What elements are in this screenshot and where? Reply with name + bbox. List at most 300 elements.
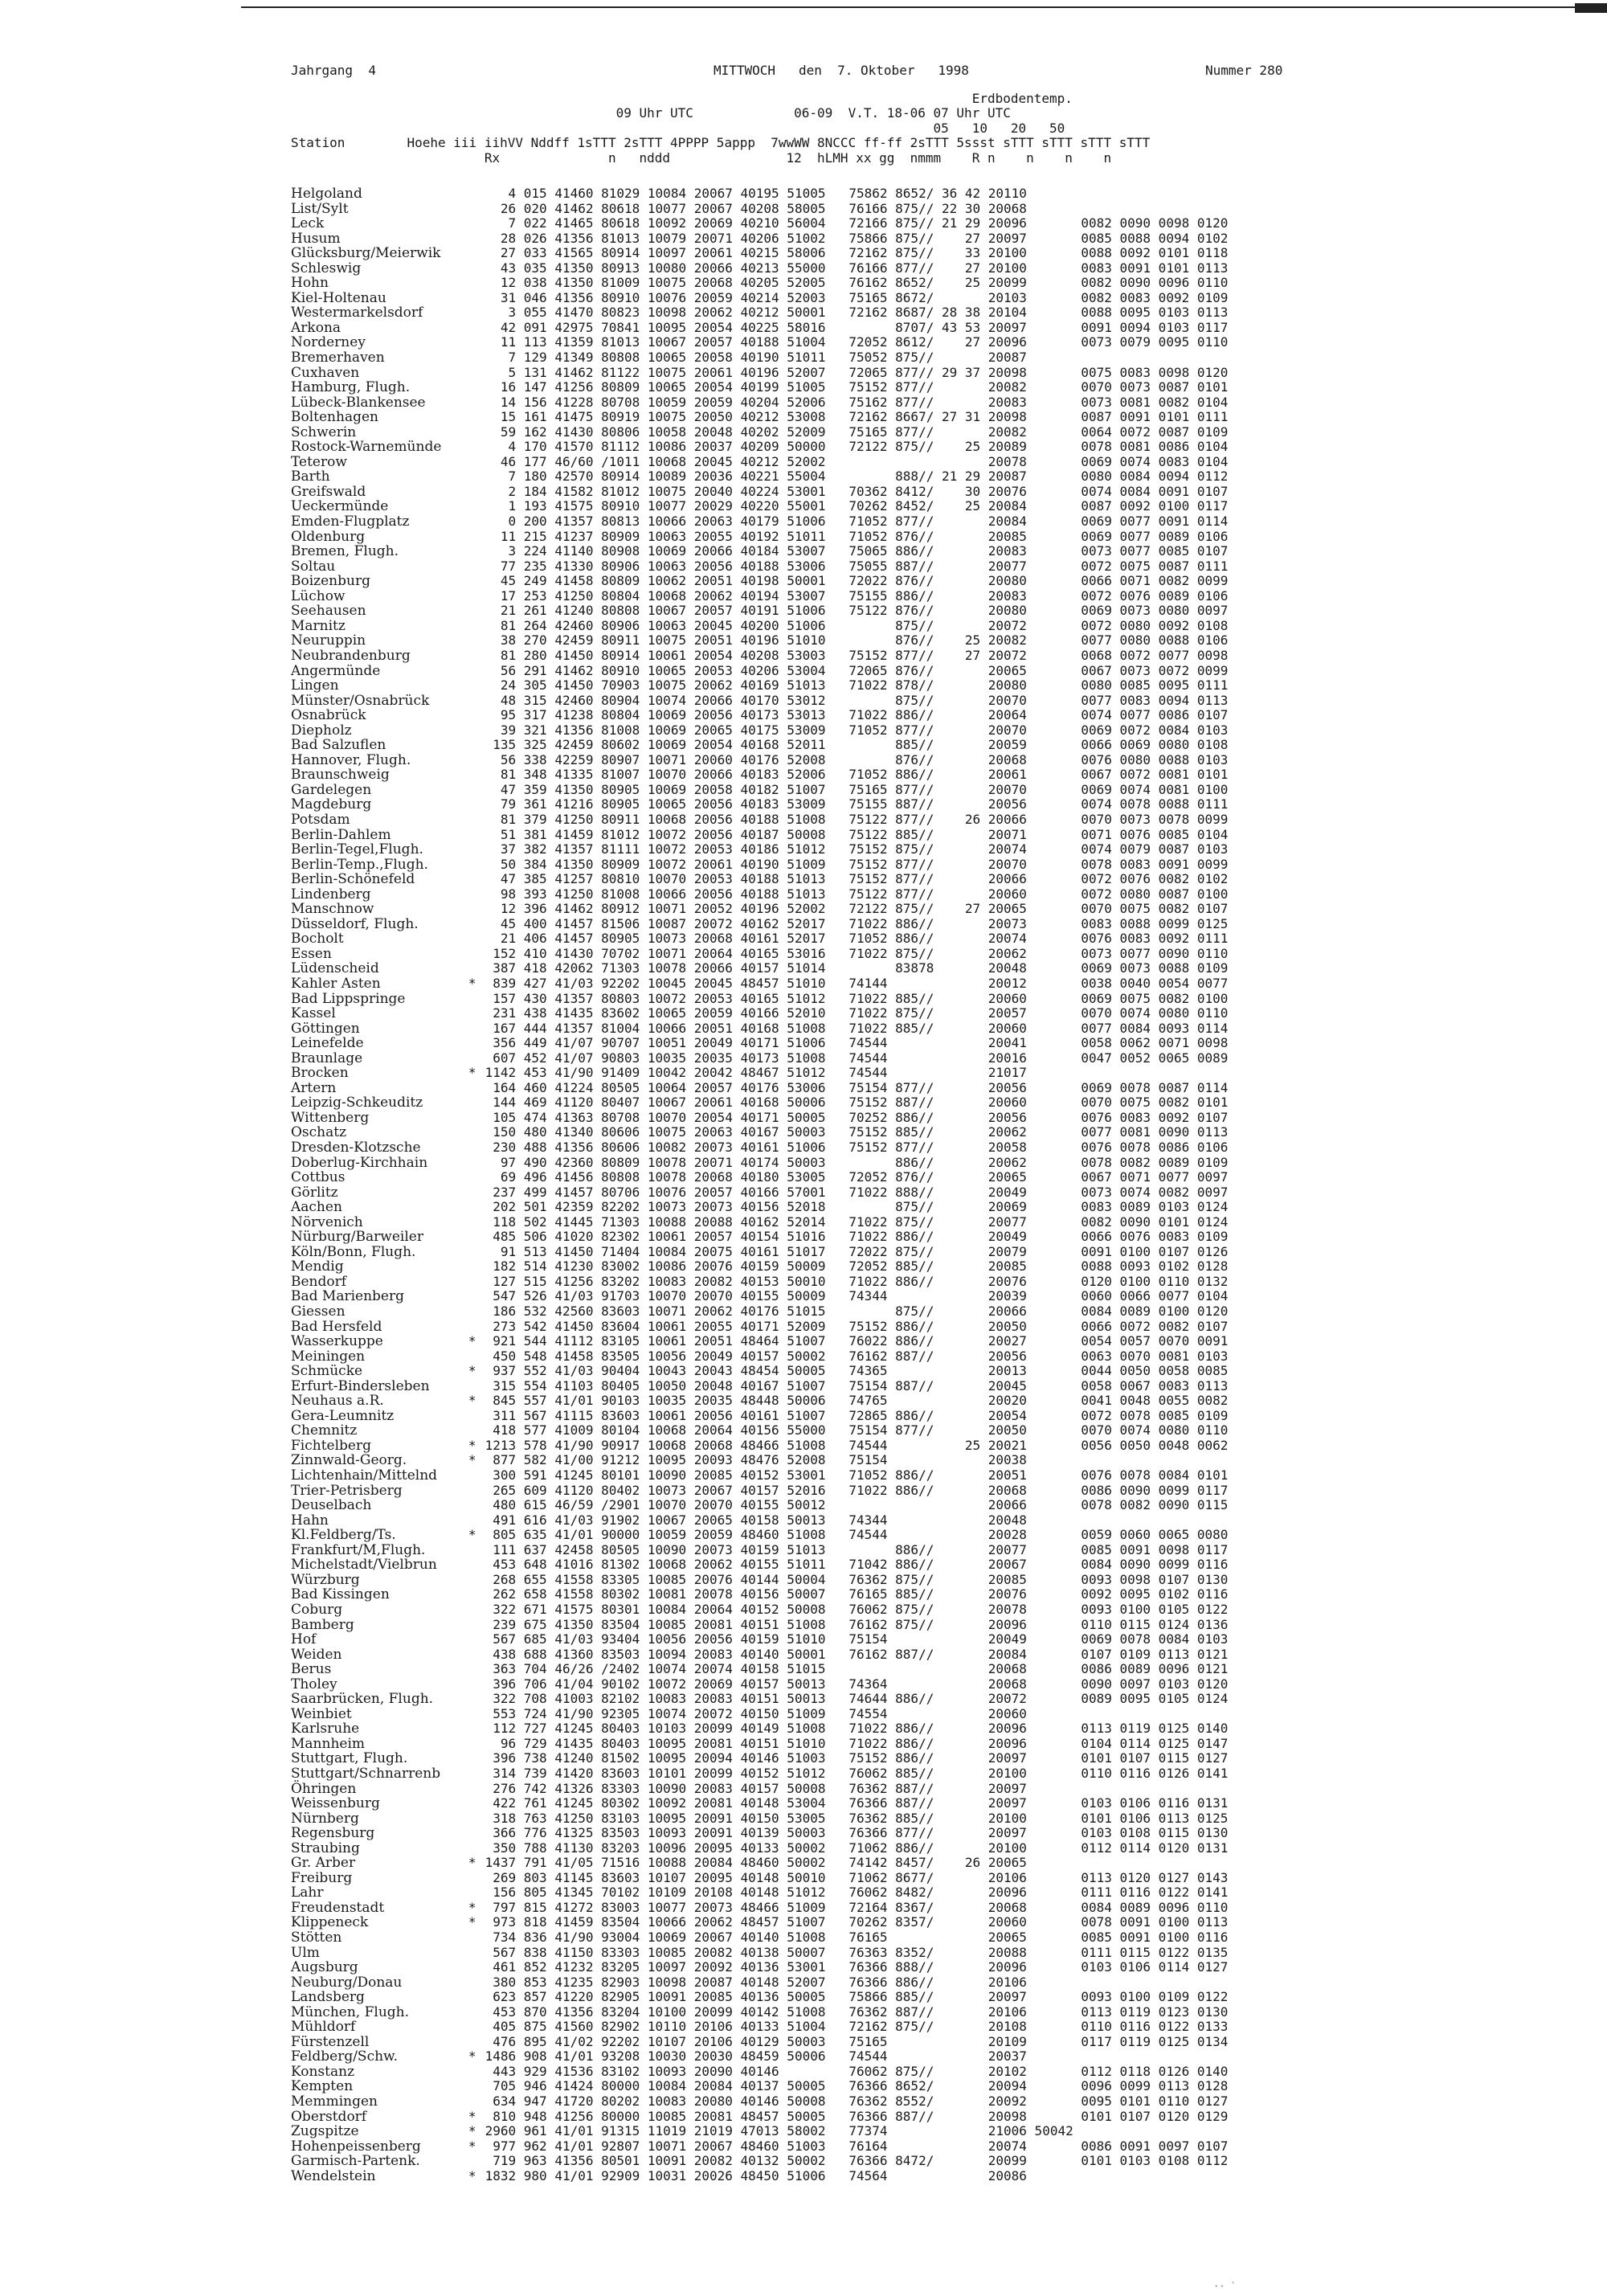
mountain-station-marker (460, 1557, 485, 1573)
mountain-station-marker (460, 1200, 485, 1215)
observation-values: 81 264 42460 80906 10063 20045 40200 51006 875// 20072 0072 0080 0092 0108 (485, 617, 1229, 633)
observation-values: 39 321 41356 81008 10069 20065 40175 53009 71052 877// 20070 0069 0072 0084 0103 (485, 722, 1229, 738)
station-name: Wasserkuppe (291, 1333, 383, 1350)
mountain-station-marker (460, 291, 485, 306)
table-row (291, 366, 1607, 381)
station-name: Hahn (291, 1512, 329, 1529)
mountain-station-marker (460, 1543, 485, 1558)
mountain-station-marker (460, 2079, 485, 2094)
mountain-station-marker (460, 1946, 485, 1961)
mountain-station-marker (460, 902, 485, 917)
station-name: Münster/Osnabrück (291, 692, 430, 709)
station-name: Berlin-Dahlem (291, 826, 391, 843)
station-name: Lindenberg (291, 886, 371, 902)
table-row (291, 723, 1607, 739)
mountain-station-marker (460, 1513, 485, 1529)
table-row (291, 1051, 1607, 1066)
table-row (291, 2169, 1607, 2184)
station-name: Potsdam (291, 811, 350, 828)
station-name: Zugspitze (291, 2123, 359, 2140)
observation-values: 734 836 41/90 93004 10069 20067 40140 51008 76165 20065 0085 0091 0100 0116 (485, 1929, 1229, 1945)
mountain-station-marker (460, 350, 485, 366)
table-row (291, 828, 1607, 843)
station-name: Weiden (291, 1646, 342, 1663)
station-name: Hohn (291, 275, 329, 292)
table-row (291, 1692, 1607, 1707)
station-name: Berlin-Schönefeld (291, 871, 415, 888)
station-name: Oberstdorf (291, 2108, 367, 2125)
observation-values: 380 853 41235 82903 10098 20087 40148 52007 76366 886// 20106 (485, 1974, 1027, 1990)
table-row (291, 992, 1607, 1007)
table-row (291, 633, 1607, 649)
table-row (291, 1737, 1607, 1752)
mountain-station-marker: * (468, 1393, 476, 1409)
station-name: Bamberg (291, 1616, 354, 1633)
mountain-station-marker (460, 2065, 485, 2080)
mountain-station-marker (460, 455, 485, 470)
table-row (291, 1946, 1607, 1961)
station-name: Saarbrücken, Flugh. (291, 1691, 434, 1708)
table-row (291, 425, 1607, 440)
mountain-station-marker (460, 2035, 485, 2050)
table-row (291, 261, 1607, 276)
mountain-station-marker (460, 499, 485, 514)
mountain-station-marker (460, 887, 485, 902)
table-row (291, 753, 1607, 768)
observation-values: 50 384 41350 80909 10072 20061 40190 51009 75152 877// 20070 0078 0083 0091 0099 (485, 856, 1229, 872)
table-row (291, 574, 1607, 589)
station-name: Artern (291, 1079, 337, 1096)
station-name: Essen (291, 945, 332, 962)
observation-values: 366 776 41325 83503 10093 20091 40139 50003 76366 877// 20097 0103 0108 0115 0130 (485, 1825, 1229, 1841)
station-name: Neubrandenburg (291, 647, 411, 664)
station-name: Aachen (291, 1199, 342, 1216)
page-top-rule (241, 6, 1607, 8)
station-name: Weinbiet (291, 1705, 352, 1722)
table-row (291, 321, 1607, 336)
table-row (291, 1484, 1607, 1499)
table-row (291, 1885, 1607, 1901)
table-row (291, 1766, 1607, 1782)
station-name: Stötten (291, 1929, 342, 1946)
observation-values: 16 147 41256 80809 10065 20054 40199 51005 75152 877// 20082 0070 0073 0087 0101 (485, 379, 1229, 395)
observation-values: 156 805 41345 70102 10109 20108 40148 51012 76062 8482/ 20096 0111 0116 0122 0141 (485, 1885, 1229, 1901)
observation-values: 396 706 41/04 90102 10072 20069 40157 50013 74364 20068 0090 0097 0103 0120 (485, 1676, 1229, 1692)
station-name: Bendorf (291, 1273, 347, 1290)
mountain-station-marker (460, 1111, 485, 1126)
station-name: Kiel-Holtenau (291, 289, 386, 306)
table-row (291, 1066, 1607, 1081)
observation-values: 14 156 41228 80708 10059 20059 40204 52006 75162 877// 20083 0073 0081 0082 0104 (485, 394, 1229, 410)
table-row (291, 291, 1607, 306)
mountain-station-marker: * (468, 1527, 476, 1543)
observation-values: 24 305 41450 70903 10075 20062 40169 51013 71022 878// 20080 0080 0085 0095 0111 (485, 677, 1229, 694)
table-row (291, 1841, 1607, 1856)
observation-values: 450 548 41458 83505 10056 20049 40157 50002 76162 887// 20056 0063 0070 0081 0103 (485, 1348, 1229, 1364)
mountain-station-marker (460, 589, 485, 604)
station-name: Ulm (291, 1944, 320, 1961)
observation-values: 118 502 41445 71303 10088 20088 40162 52014 71022 875// 20077 0082 0090 0101 0124 (485, 1213, 1229, 1230)
table-row (291, 559, 1607, 575)
observation-values: 634 947 41720 80202 10083 20080 40146 50008 76362 8552/ 20092 0095 0101 0110 0127 (485, 2093, 1229, 2109)
station-name: Weissenburg (291, 1795, 380, 1812)
station-name: Augsburg (291, 1959, 358, 1976)
table-row (291, 604, 1607, 619)
table-row (291, 1439, 1607, 1454)
table-row (291, 1289, 1607, 1304)
mountain-station-marker: * (468, 1855, 476, 1871)
station-name: Mendig (291, 1259, 344, 1275)
table-row (291, 1349, 1607, 1365)
observation-values: 973 818 41459 83504 10066 20062 48457 51007 70262 8357/ 20060 0078 0091 0100 0113 (485, 1914, 1229, 1930)
observation-values: 69 496 41456 80808 10078 20068 40180 53005 72052 876// 20065 0067 0071 0077 0097 (485, 1169, 1229, 1185)
table-row (291, 530, 1607, 545)
station-name: List/Sylt (291, 200, 349, 217)
station-name: Boizenburg (291, 573, 370, 590)
observation-values: 350 788 41130 83203 10096 20095 40133 50002 71062 886// 20100 0112 0114 0120 0131 (485, 1840, 1229, 1856)
table-row (291, 1528, 1607, 1543)
table-row (291, 678, 1607, 694)
table-row (291, 947, 1607, 962)
observation-values: 877 582 41/00 91212 10095 20093 48476 52008 75154 20038 (485, 1452, 1027, 1468)
observation-values: 56 291 41462 80910 10065 20053 40206 53004 72065 876// 20065 0067 0073 0072 0099 (485, 662, 1229, 678)
mountain-station-marker (460, 321, 485, 336)
mountain-station-marker (460, 1990, 485, 2005)
observation-values: 422 761 41245 80302 10092 20081 40148 53004 76366 887// 20097 0103 0106 0116 0131 (485, 1795, 1229, 1811)
mountain-station-marker (460, 425, 485, 440)
observation-values: 268 655 41558 83305 10085 20076 40144 50004 76362 875// 20085 0093 0098 0107 0130 (485, 1571, 1229, 1587)
mountain-station-marker (460, 1215, 485, 1230)
station-name: Lichtenhain/Mittelnd (291, 1467, 438, 1484)
mountain-station-marker (460, 366, 485, 381)
observation-values: 921 544 41112 83105 10061 20051 48464 51007 76022 886// 20027 0054 0057 0070 0091 (485, 1333, 1229, 1349)
station-name: Hamburg, Flugh. (291, 379, 411, 396)
station-name: Mannheim (291, 1735, 366, 1752)
mountain-station-marker: * (468, 1899, 476, 1915)
observation-values: 322 708 41003 82102 10083 20083 40151 50013 74644 886// 20072 0089 0095 0105 0124 (485, 1691, 1229, 1707)
observation-values: 567 685 41/03 93404 10056 20056 40159 51010 75154 20049 0069 0078 0084 0103 (485, 1631, 1229, 1647)
observation-values: 231 438 41435 83602 10065 20059 40166 52010 71022 875// 20057 0070 0074 0080 0110 (485, 1005, 1229, 1021)
table-row (291, 1111, 1607, 1126)
table-row (291, 767, 1607, 783)
observation-values: 42 091 42975 70841 10095 20054 40225 58016 8707/ 43 53 20097 0091 0094 0103 0117 (485, 319, 1229, 335)
table-row (291, 738, 1607, 753)
observation-values: 438 688 41360 83503 10094 20083 40140 50001 76162 887// 20084 0107 0109 0113 0121 (485, 1646, 1229, 1662)
table-row (291, 380, 1607, 395)
observation-values: 4 170 41570 81112 10086 20037 40209 50000 72122 875// 25 20089 0078 0081 0086 0104 (485, 439, 1229, 455)
observation-values: 1142 453 41/90 91409 10042 20042 48467 51012 74544 21017 (485, 1065, 1027, 1081)
mountain-station-marker (460, 1618, 485, 1633)
table-row (291, 857, 1607, 873)
observation-values: 81 280 41450 80914 10061 20054 40208 53003 75152 877// 27 20072 0068 0072 0077 0098 (485, 647, 1229, 663)
table-row (291, 2110, 1607, 2125)
page-corner-mark (1575, 3, 1607, 13)
table-row (291, 1782, 1607, 1797)
observation-values: 21 406 41457 80905 10073 20068 40161 52017 71052 886// 20074 0076 0083 0092 0111 (485, 931, 1229, 947)
observation-values: 1832 980 41/01 92909 10031 20026 48450 51006 74564 20086 (485, 2167, 1027, 2183)
station-name: Lahr (291, 1885, 324, 1901)
station-name: Berlin-Tegel,Flugh. (291, 841, 423, 858)
observation-values: 37 382 41357 81111 10072 20053 40186 51012 75152 875// 20074 0074 0079 0087 0103 (485, 841, 1229, 857)
observation-values: 81 348 41335 81007 10070 20066 40183 52006 71052 886// 20061 0067 0072 0081 0101 (485, 767, 1229, 783)
mountain-station-marker: * (468, 975, 476, 991)
table-row (291, 1036, 1607, 1051)
station-name: Leinefelde (291, 1035, 364, 1052)
observation-values: 265 609 41120 80402 10073 20067 40157 52016 71022 886// 20068 0086 0090 0099 0117 (485, 1482, 1229, 1498)
mountain-station-marker: * (468, 2048, 476, 2065)
station-name: Bad Kissingen (291, 1586, 390, 1603)
station-name: Schwerin (291, 424, 357, 440)
station-name: Klippeneck (291, 1914, 369, 1931)
mountain-station-marker (460, 1275, 485, 1290)
observation-values: 56 338 42259 80907 10071 20060 40176 52008 876// 20068 0076 0080 0088 0103 (485, 751, 1229, 767)
station-name: Marnitz (291, 617, 346, 634)
table-row (291, 1409, 1607, 1424)
table-row (291, 350, 1607, 366)
mountain-station-marker (460, 1156, 485, 1171)
table-row (291, 2049, 1607, 2065)
station-name: Lübeck-Blankensee (291, 394, 426, 411)
volume-label: Jahrgang 4 (291, 63, 376, 78)
mountain-station-marker (460, 1737, 485, 1752)
table-row (291, 1275, 1607, 1290)
observation-values: 705 946 41424 80000 10084 20084 40137 50005 76366 8652/ 20094 0096 0099 0113 0128 (485, 2078, 1229, 2094)
mountain-station-marker (460, 961, 485, 976)
station-name: Nürnberg (291, 1810, 359, 1827)
table-row (291, 694, 1607, 709)
observation-values: 48 315 42460 80904 10074 20066 40170 53012 875// 20070 0077 0083 0094 0113 (485, 692, 1229, 708)
mountain-station-marker (460, 246, 485, 261)
mountain-station-marker (460, 1409, 485, 1424)
table-row (291, 2065, 1607, 2080)
table-row (291, 395, 1607, 411)
observation-values: 273 542 41450 83604 10061 20055 40171 52009 75152 886// 20050 0066 0072 0082 0107 (485, 1318, 1229, 1334)
mountain-station-marker (460, 574, 485, 589)
observation-values: 387 418 42062 71303 10078 20066 40157 51014 83878 20048 0069 0073 0088 0109 (485, 960, 1229, 976)
mountain-station-marker (460, 261, 485, 276)
observation-values: 112 727 41245 80403 10103 20099 40149 51008 71022 886// 20096 0113 0119 0125 0140 (485, 1721, 1229, 1737)
station-name: Magdeburg (291, 796, 372, 813)
table-row (291, 1618, 1607, 1633)
observation-values: 11 215 41237 80909 10063 20055 40192 51011 71052 876// 20085 0069 0077 0089 0106 (485, 528, 1229, 544)
table-row (291, 1543, 1607, 1558)
observation-values: 4 015 41460 81029 10084 20067 40195 51005 75862 8652/ 36 42 20110 (485, 186, 1027, 201)
station-name: Hohenpeissenberg (291, 2138, 421, 2155)
table-row (291, 1751, 1607, 1766)
mountain-station-marker: * (468, 1065, 476, 1081)
observation-values: 43 035 41350 80913 10080 20066 40213 55000 76166 877// 27 20100 0083 0091 0101 0113 (485, 260, 1229, 276)
mountain-station-marker (460, 2020, 485, 2035)
station-name: Stuttgart, Flugh. (291, 1750, 408, 1767)
table-row (291, 1573, 1607, 1588)
station-name: Neuhaus a.R. (291, 1393, 384, 1410)
table-row (291, 649, 1607, 664)
table-row (291, 186, 1607, 202)
mountain-station-marker: * (468, 1363, 476, 1379)
table-row (291, 216, 1607, 231)
station-name: Glücksburg/Meierwik (291, 245, 441, 262)
table-row (291, 1170, 1607, 1185)
table-row (291, 1334, 1607, 1349)
observation-values: 805 635 41/01 90000 10059 20059 48460 51008 74544 20028 0059 0060 0065 0080 (485, 1527, 1229, 1543)
table-row (291, 544, 1607, 559)
observation-values: 405 875 41560 82902 10110 20106 40133 51004 72162 875// 20108 0110 0116 0122 0133 (485, 2019, 1229, 2035)
station-name: Neuruppin (291, 632, 366, 649)
station-name: Lüchow (291, 587, 346, 604)
observation-table-body (291, 186, 1607, 2183)
station-name: Helgoland (291, 186, 362, 202)
mountain-station-marker (460, 812, 485, 828)
station-name: Rostock-Warnemünde (291, 439, 442, 456)
station-name: Wittenberg (291, 1109, 370, 1126)
station-name: Seehausen (291, 603, 366, 620)
mountain-station-marker (460, 649, 485, 664)
table-row (291, 1140, 1607, 1156)
mountain-station-marker (460, 1796, 485, 1811)
observation-values: 46 177 46/60 /1011 10068 20045 40212 52002 20078 0069 0074 0083 0104 (485, 453, 1229, 469)
station-name: Bocholt (291, 931, 344, 947)
table-row (291, 1304, 1607, 1320)
observation-values: 167 444 41357 81004 10066 20051 40168 51008 71022 885// 20060 0077 0084 0093 0114 (485, 1020, 1229, 1036)
observation-values: 202 501 42359 82202 10073 20073 40156 52018 875// 20069 0083 0089 0103 0124 (485, 1199, 1229, 1215)
station-name: Göttingen (291, 1020, 360, 1037)
mountain-station-marker (460, 1349, 485, 1365)
issue-number: Nummer 280 (1205, 63, 1283, 78)
station-name: Braunlage (291, 1050, 363, 1066)
observation-values: 12 038 41350 81009 10075 20068 40205 52005 76162 8652/ 25 20099 0082 0090 0096 0110 (485, 275, 1229, 291)
station-name: Nürburg/Barweiler (291, 1229, 423, 1246)
table-row (291, 812, 1607, 828)
observation-values: 322 671 41575 80301 10084 20064 40152 50008 76062 875// 20078 0093 0100 0105 0122 (485, 1601, 1229, 1617)
station-name: Manschnow (291, 901, 374, 918)
table-row (291, 1826, 1607, 1841)
observation-values: 59 162 41430 80806 10058 20048 40202 52009 75165 877// 20082 0064 0072 0087 0109 (485, 424, 1229, 440)
station-name: Hof (291, 1631, 317, 1648)
table-row (291, 1975, 1607, 1991)
station-name: Mühldorf (291, 2019, 356, 2036)
table-row (291, 1081, 1607, 1096)
station-name: Erfurt-Bindersleben (291, 1377, 430, 1394)
mountain-station-marker (460, 708, 485, 723)
observation-values: 567 838 41150 83303 10085 20082 40138 50007 76363 8352/ 20088 0111 0115 0122 0135 (485, 1944, 1229, 1960)
station-name: Barth (291, 469, 330, 485)
table-row (291, 1021, 1607, 1037)
observation-values: 96 729 41435 80403 10095 20081 40151 51010 71022 886// 20096 0104 0114 0125 0147 (485, 1735, 1229, 1751)
mountain-station-marker (460, 992, 485, 1007)
mountain-station-marker (460, 335, 485, 350)
observation-values: 300 591 41245 80101 10090 20085 40152 53001 71052 886// 20051 0076 0078 0084 0101 (485, 1467, 1229, 1484)
station-name: Angermünde (291, 662, 381, 679)
table-row (291, 469, 1607, 485)
observation-values: 607 452 41/07 90803 10035 20035 40173 51008 74544 20016 0047 0052 0065 0089 (485, 1050, 1229, 1066)
mountain-station-marker: * (468, 2123, 476, 2139)
mountain-station-marker (460, 231, 485, 247)
observation-values: 111 637 42458 80505 10090 20073 40159 51013 886// 20077 0085 0091 0098 0117 (485, 1541, 1229, 1557)
table-row (291, 1632, 1607, 1647)
mountain-station-marker (460, 1185, 485, 1201)
observation-values: 38 270 42459 80911 10075 20051 40196 51010 876// 25 20082 0077 0080 0088 0106 (485, 632, 1229, 649)
station-name: Berlin-Temp.,Flugh. (291, 856, 428, 873)
mountain-station-marker (460, 1721, 485, 1737)
station-name: Bremen, Flugh. (291, 543, 399, 560)
table-row (291, 1125, 1607, 1140)
mountain-station-marker (460, 1811, 485, 1827)
table-row (291, 1320, 1607, 1335)
mountain-station-marker (460, 1677, 485, 1692)
observation-values: 418 577 41009 80104 10068 20064 40156 55000 75154 877// 20050 0070 0074 0080 0110 (485, 1422, 1229, 1439)
station-name: Bad Hersfeld (291, 1318, 382, 1335)
mountain-station-marker (460, 544, 485, 559)
mountain-station-marker (460, 738, 485, 753)
mountain-station-marker: * (468, 2138, 476, 2154)
observation-values: 5 131 41462 81122 10075 20061 40196 52007 72065 877// 29 37 20098 0075 0083 0098 0120 (485, 364, 1229, 380)
station-name: Braunschweig (291, 767, 390, 784)
table-row (291, 1394, 1607, 1409)
mountain-station-marker (460, 1259, 485, 1275)
mountain-station-marker (460, 1140, 485, 1156)
table-row (291, 410, 1607, 425)
table-row (291, 202, 1607, 217)
mountain-station-marker (460, 1826, 485, 1841)
table-row (291, 1960, 1607, 1975)
observation-values: 45 400 41457 81506 10087 20072 40162 52017 71022 886// 20073 0083 0088 0099 0125 (485, 915, 1229, 931)
observation-values: 0 200 41357 80813 10066 20063 40179 51006 71052 877// 20084 0069 0077 0091 0114 (485, 514, 1229, 530)
observation-values: 276 742 41326 83303 10090 20083 40157 50008 76362 887// 20097 (485, 1780, 1027, 1796)
mountain-station-marker (460, 694, 485, 709)
observation-values: 17 253 41250 80804 10068 20062 40194 53007 75155 886// 20083 0072 0076 0089 0106 (485, 587, 1229, 604)
mountain-station-marker (460, 947, 485, 962)
mountain-station-marker (460, 604, 485, 619)
table-row (291, 1602, 1607, 1618)
observation-values: 480 615 46/59 /2901 10070 20070 40155 50012 20066 0078 0082 0090 0115 (485, 1497, 1229, 1513)
observation-values: 31 046 41356 80910 10076 20059 40214 52003 75165 8672/ 20103 0082 0083 0092 0109 (485, 289, 1229, 305)
table-row (291, 1811, 1607, 1827)
mountain-station-marker (460, 2005, 485, 2020)
observation-values: 3 055 41470 80823 10098 20062 40212 50001 72162 8687/ 28 38 20104 0088 0095 0103 0113 (485, 305, 1229, 321)
mountain-station-marker (460, 1095, 485, 1111)
station-name: Feldberg/Schw. (291, 2048, 398, 2065)
mountain-station-marker (460, 440, 485, 455)
observation-values: 318 763 41250 83103 10095 20091 40150 53005 76362 885// 20100 0101 0106 0113 0125 (485, 1810, 1229, 1826)
mountain-station-marker (460, 1975, 485, 1991)
table-row (291, 1468, 1607, 1484)
mountain-station-marker (460, 1289, 485, 1304)
station-name: Freiburg (291, 1869, 353, 1886)
station-name: Dresden-Klotzsche (291, 1140, 421, 1156)
mountain-station-marker (460, 1498, 485, 1513)
station-name: Freudenstadt (291, 1899, 385, 1916)
mountain-station-marker: * (468, 2108, 476, 2124)
observation-values: 553 724 41/90 92305 10074 20072 40150 51009 74554 20060 (485, 1705, 1027, 1721)
mountain-station-marker (460, 783, 485, 798)
table-row (291, 2124, 1607, 2139)
station-name: Frankfurt/M,Flugh. (291, 1541, 426, 1558)
mountain-station-marker (460, 1647, 485, 1663)
table-row (291, 1423, 1607, 1439)
station-name: Berus (291, 1661, 332, 1678)
mountain-station-marker (460, 530, 485, 545)
mountain-station-marker (460, 1930, 485, 1946)
table-row (291, 335, 1607, 350)
table-row (291, 1200, 1607, 1215)
mountain-station-marker (460, 1707, 485, 1722)
station-name: Greifswald (291, 483, 366, 500)
station-name: Norderney (291, 334, 366, 351)
mountain-station-marker (460, 1051, 485, 1066)
observation-values: 152 410 41430 70702 10071 20064 40165 53016 71022 875// 20062 0073 0077 0090 0110 (485, 945, 1229, 961)
observation-values: 97 490 42360 80809 10078 20071 40174 50003 886// 20062 0078 0082 0089 0109 (485, 1154, 1229, 1170)
table-row (291, 1557, 1607, 1573)
